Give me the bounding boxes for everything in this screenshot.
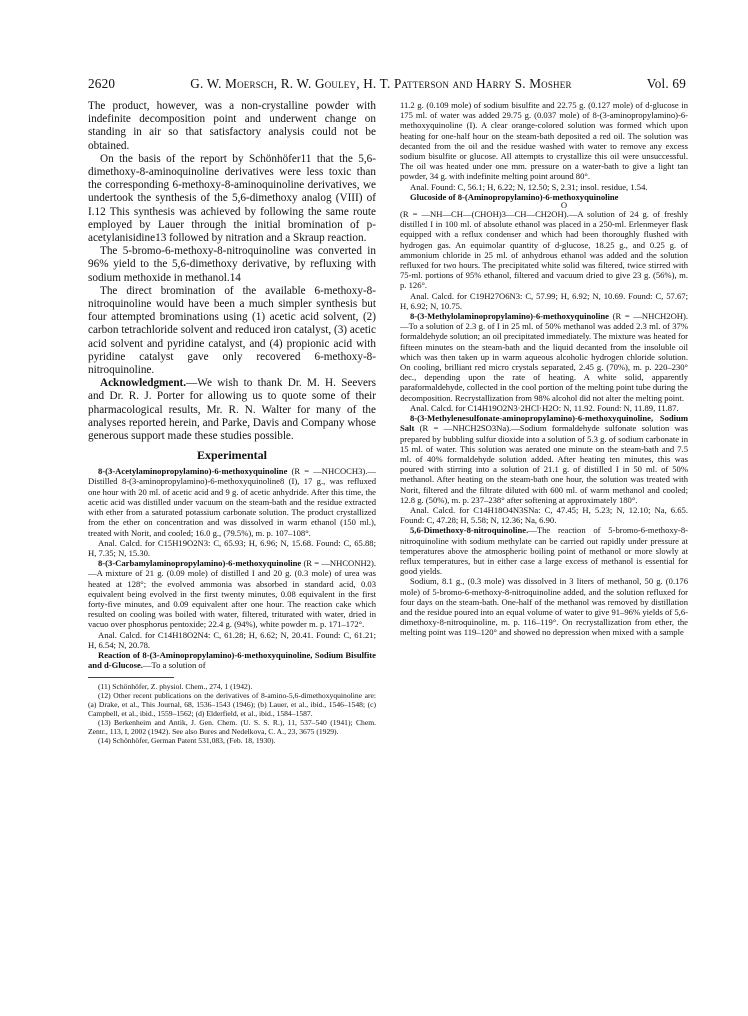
- procedure-text: (R = —NHCH2SO3Na).—Sodium formaldehyde sulfonate solution was prepared by bubbling sulfur dioxide into a solution of 5.3 g. of sodium carbonate in 15 ml. of water. This solution was aerated one minute on the steam-bath and 7.5 ml. of 40% formaldehyde solution added. After heating ten minutes, this was poured with stirring into a solution of 21.1 g. of distilled I in 50 ml. of 50% methanol. After heating on the steam-bath one hour, the solution was treated with Norit, filtered and the filtrate diluted with 600 ml. of warm methanol and cooled; 12.8 g. (50%), m. p. 237–238° after softening at approximately 180°.: [400, 423, 688, 505]
- formula-ring-oxygen: O: [560, 200, 568, 211]
- procedure-paragraph: [400, 311, 688, 403]
- paragraph: The product, however, was a non-crystalline powder with indefinite decomposition point and underwent change on standing in air so that satisfactory analysis could not be obtained.: [88, 100, 376, 152]
- procedure-paragraph: [400, 209, 688, 291]
- procedure-text: (R = —NHCOCH3).—Distilled 8-(3-aminopropylamino)-6-methoxyquinoline8 (I), 17 g., was refluxed one hour with 20 ml. of acetic acid and 9 g. of acetic anhydride. After this time, the acetic acid was distilled under vacuum on the steam-bath and the residue extracted with ether from a saturated potassium carbonate solution. The product crystallized from the ether on concentration and was dissolved in warm ethanol (150 ml.), treated with Norit, and cooled; 16.0 g., (79.5%), m. p. 107–108°.: [88, 466, 376, 538]
- running-header: [88, 76, 686, 92]
- compound-title: 8-(3-Methylolaminopropylamino)-6-methoxyquinoline: [410, 311, 609, 322]
- procedure-paragraph: [400, 413, 688, 505]
- footnote: (12) Other recent publications on the derivatives of 8-amino-5,6-dimethoxyquinoline are: (a) Drake, et al., This Journal, 68, 1536–1543 (1946); (b) Lauer, et al., ibid., 1546–1548; (c) Campbell, et al., ibid., 1559–1562; (d) Elderfield, et al., ibid., 1584–1587.: [88, 691, 376, 719]
- paragraph: On the basis of the report by Schönhöfer11 that the 5,6-dimethoxy-8-aminoquinoline derivatives were less toxic than the corresponding 6-methoxy-8-aminoquinoline derivatives, we undertook the synthesis of the 5,6-dimethoxy analog (VIII) of I.12 This synthesis was achieved by following the same route employed by Lauer through the initial bromination of p-acetylanisidine13 followed by nitration and a Skraup reaction.: [88, 152, 376, 245]
- acknowledgment-title: Acknowledgment.: [100, 377, 187, 390]
- right-column: [400, 100, 688, 745]
- procedure-paragraph: [88, 558, 376, 629]
- two-column-body: [88, 100, 688, 745]
- procedure-text: (R = —NHCONH2).—A mixture of 21 g. (0.09 mole) of distilled I and 20 g. (0.3 mole) of urea was heated at 128°; the evolved ammonia was absorbed in standard acid, 0.03 equivalent being evolved in the first twenty minutes, 0.08 equivalent in the first forty-five minutes, and 0.09 equivalent after one hour. The reaction cake which resulted on cooling was boiled with water, filtered, triturated with water, dried in vacuo over phosphorus pentoxide; 22.4 g. (94%), white powder m. p. 171–172°.: [88, 558, 376, 630]
- footnote: (11) Schönhöfer, Z. physiol. Chem., 274, 1 (1942).: [98, 682, 253, 692]
- procedure-paragraph: [88, 650, 376, 670]
- analysis-line: Anal. Calcd. for C14H18O4N3SNa: C, 47.45; H, 5.23; N, 12.10; Na, 6.65. Found: C, 47.28; H, 5.58; N, 12.36; Na, 6.90.: [400, 504, 688, 526]
- paragraph: The direct bromination of the available 6-methoxy-8-nitroquinoline would have been a much simpler synthesis but four attempted brominations using (1) acetic acid solvent, (2) carbon tetrachloride solvent and reduced iron catalyst, (3) acetic acid solvent and pyridine catalyst, and (4) propionic acid with pyridine catalyst gave only recovered 6-methoxy-8-nitroquinoline.: [88, 284, 376, 377]
- experimental-text-left: [88, 466, 376, 670]
- compound-title: 8-(3-Methylenesulfonate-aminopropylamino)-6-methoxyquinoline, Sodium Salt: [400, 413, 688, 434]
- discussion-text: [88, 100, 376, 443]
- procedure-paragraph: Sodium, 8.1 g., (0.3 mole) was dissolved in 3 liters of methanol, 50 g. (0.176 mole) of 5-bromo-6-methoxy-8-nitroquinoline added, and the solution refluxed for four days on the steam-bath. One-half of the methanol was removed by distillation and the residue poured into an equal volume of water to give 91–96% yields of 5,6-dimethoxy-8-nitroquinoline, m. p. 116–119°. On recrystallization from ether, the melting point was 119–120° and showed no depression when mixed with a sample: [400, 576, 688, 638]
- compound-title: 5,6-Dimethoxy-8-nitroquinoline.: [410, 525, 529, 536]
- footnote: (14) Schönhöfer, German Patent 531,083, (Feb. 18, 1930).: [98, 736, 276, 746]
- acknowledgment-text: —We wish to thank Dr. M. H. Seevers and Dr. R. J. Porter for allowing us to quote some of their pharmacological results, Mr. R. N. Walter for many of the analyses reported herein, and Parke, Davis and Company whose generous support made these studies possible.: [88, 377, 376, 443]
- paragraph: The 5-bromo-6-methoxy-8-nitroquinoline was converted in 96% yield to the 5,6-dimethoxy derivative, by refluxing with sodium methoxide in methanol.14: [88, 245, 376, 284]
- footnote: (13) Berkenheim and Antik, J. Gen. Chem. (U. S. S. R.), 11, 537–540 (1941); Chem. Zentr., 113, I, 2002 (1942). See also Bures and Nedelkova, C. A., 23, 3675 (1929).: [88, 718, 376, 737]
- analysis-line: Anal. Calcd. for C15H19O2N3: C, 65.93; H, 6.96; N, 15.68. Found: C, 65.88; H, 7.35; N, 15.30.: [88, 537, 376, 558]
- compound-title: 8-(3-Carbamylaminopropylamino)-6-methoxyquinoline: [98, 558, 302, 569]
- procedure-continuation: 11.2 g. (0.109 mole) of sodium bisulfite and 22.75 g. (0.127 mole) of d-glucose in 175 ml. of water was added 29.75 g. (0.037 mole) of 8-(3-aminopropylamino)-6-methoxyquinoline (I). A clear orange-colored solution was formed which upon heating for one-half hour on the steam-bath deposited a red oil. The solution was decanted from the oil and the residue washed with water to remove any excess sodium bisulfite or glucose. All attempts to crystallize this oil were unsuccessful. The oil was heated under one mm. pressure on a water-bath to give a light tan powder, 34 g. with indefinite melting point around 80°.: [400, 100, 688, 182]
- procedure-text: —A solution of 24 g. of freshly distilled I in 100 ml. of absolute ethanol was placed in a 250-ml. Erlenmeyer flask equipped with a reflux condenser and which had been thoroughly flushed with hydrogen gas. An equimolar quantity of d-glucose, 18.25 g., and 0.25 g. of ammonium chloride in 25 ml. of anhydrous ethanol was added and the solution refluxed for two hours. The precipitated white solid was filtered, twice stirred with 75-ml. portions of 95% ethanol, filtered and vacuum dried to give 23 g. (56%), m. p. 126°.: [400, 209, 688, 291]
- procedure-text: —To a solution of: [142, 660, 206, 671]
- compound-title: Reaction of 8-(3-Aminopropylamino)-6-methoxyquinoline, Sodium Bisulfite and d-Glucose.: [88, 649, 376, 671]
- compound-title: 8-(3-Acetylaminopropylamino)-6-methoxyquinoline: [98, 466, 288, 477]
- procedure-paragraph: [400, 525, 688, 576]
- compound-title: Glucoside of 8-(Aminopropylamino)-6-methoxyquinoline: [410, 191, 619, 202]
- page-number: 2620: [88, 76, 116, 91]
- experimental-heading: Experimental: [197, 448, 267, 463]
- procedure-text: (R = —NHCH2OH).—To a solution of 2.3 g. of I in 25 ml. of 50% methanol was added 2.3 ml. of 37% formaldehyde solution; an oil precipitated immediately. The mixture was heated for fifteen minutes on the steam-bath and the liquid decanted from the insoluble oil which was then taken up in warm aqueous alcoholic hydrogen chloride solution. On cooling, brilliant red micro crystals separated, 2.45 g. (70%), m. p. 220–230° dec., depending upon the rate of heating. A white solid, apparently paraformaldehyde, collected in the cool portion of the melting point tube during the decomposition. Recrystallization from 98% alcohol did not alter the melting point.: [400, 311, 688, 403]
- procedure-text: —The reaction of 5-bromo-6-methoxy-8-nitroquinoline with sodium methylate can be carried out rapidly under pressure at temperatures above the atmospheric boiling point of methanol or more slowly at reflux temperatures, but in either case a large excess of methanol is essential for good yields.: [400, 525, 688, 577]
- acknowledgment-paragraph: [88, 377, 376, 443]
- experimental-text-right: [400, 100, 688, 638]
- left-column: [88, 100, 376, 745]
- analysis-line: Anal. Calcd. for C19H27O6N3: C, 57.99; H, 6.92; N, 10.69. Found: C, 57.67; H, 6.92; N, 10.75.: [400, 290, 688, 311]
- header-authors: G. W. Moersch, R. W. Gouley, H. T. Patterson and Harry S. Mosher: [190, 76, 572, 91]
- glucoside-formula: (R = —NH—CH—(CHOH)3—CH—CH2OH).: [400, 209, 569, 220]
- footnotes: [88, 682, 376, 745]
- header-volume: Vol. 69: [646, 76, 686, 91]
- footnote-divider: [88, 677, 174, 678]
- analysis-line: Anal. Calcd. for C14H19O2N3·2HCl·H2O: N, 11.92. Found: N, 11.89, 11.87.: [410, 402, 679, 413]
- procedure-paragraph: [88, 466, 376, 537]
- analysis-line: Anal. Calcd. for C14H18O2N4: C, 61.28; H, 6.62; N, 20.41. Found: C, 61.21; H, 6.54; N, 20.78.: [88, 629, 376, 650]
- analysis-line: Anal. Found: C, 56.1; H, 6.22; N, 12.50; S, 2.31; insol. residue, 1.54.: [410, 181, 648, 192]
